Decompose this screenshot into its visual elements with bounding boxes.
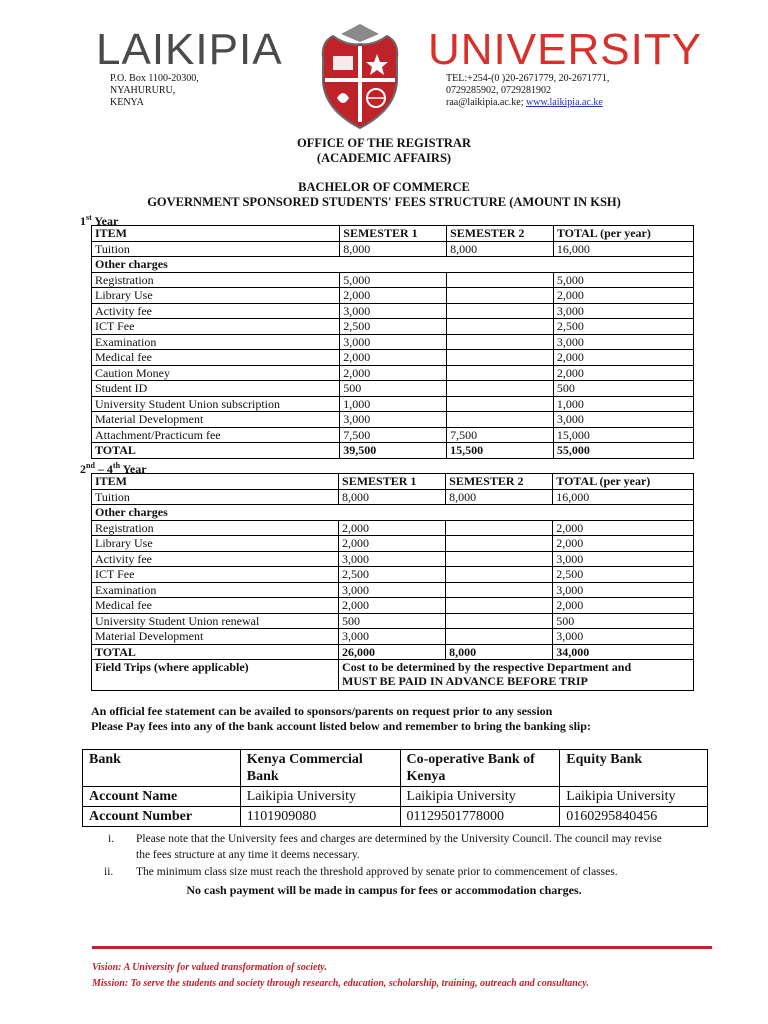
item-cell: Activity fee: [92, 303, 340, 319]
item-cell: Material Development: [92, 629, 339, 645]
field-trips-label: Field Trips (where applicable): [92, 660, 339, 691]
sem1-cell: 8,000: [340, 241, 447, 257]
table-row: [92, 412, 694, 428]
total-cell: 16,000: [553, 489, 694, 505]
field-trips-note-line1: Cost to be determined by the respective Department and: [342, 660, 632, 674]
total-cell: 2,000: [553, 536, 694, 552]
kcb-account-number: 1101909080: [240, 807, 400, 827]
sem1-cell: 2,000: [339, 520, 446, 536]
total-cell: 3,000: [553, 582, 694, 598]
table-row: [92, 629, 694, 645]
equity-account-name: Laikipia University: [560, 787, 708, 807]
item-cell: Activity fee: [92, 551, 339, 567]
item-cell: Attachment/Practicum fee: [92, 427, 340, 443]
contact-telephone: TEL:+254-(0 )20-2671779, 20-2671771,: [446, 73, 610, 84]
total-cell: 2,000: [553, 520, 694, 536]
sem1-cell: 3,000: [339, 582, 446, 598]
item-cell: Medical fee: [92, 350, 340, 366]
item-cell: Library Use: [92, 536, 339, 552]
sem2-cell: [446, 551, 553, 567]
header-total: TOTAL (per year): [553, 474, 694, 490]
header-semester1: SEMESTER 1: [340, 226, 447, 242]
coop-header: Co-operative Bank of Kenya: [400, 750, 560, 787]
sem2-total: 15,500: [447, 443, 554, 459]
table-row: [92, 319, 694, 335]
table-row: [92, 427, 694, 443]
item-cell: Tuition: [92, 241, 340, 257]
total-row: [92, 644, 694, 660]
fee-statement-notice: An official fee statement can be availed to sponsors/parents on request prior to any session: [91, 704, 553, 718]
table-header-row: [92, 474, 694, 490]
year2-suffix: nd: [86, 461, 95, 470]
sem2-cell: [446, 536, 553, 552]
sem2-cell: [447, 381, 554, 397]
mission-statement: Mission: To serve the students and society through research, education, scholarship, training, outreach and consultancy.: [92, 978, 589, 989]
coop-account-number: 01129501778000: [400, 807, 560, 827]
table-row: [83, 807, 708, 827]
office-title: OFFICE OF THE REGISTRAR: [297, 136, 471, 150]
table-row: [92, 303, 694, 319]
item-cell: Examination: [92, 582, 339, 598]
equity-account-number: 0160295840456: [560, 807, 708, 827]
item-cell: University Student Union renewal: [92, 613, 339, 629]
table-row: [92, 350, 694, 366]
total-cell: 3,000: [553, 551, 694, 567]
total-cell: 500: [553, 613, 694, 629]
note-line: the fees structure at any time it deems necessary.: [136, 849, 360, 861]
table-row: [92, 334, 694, 350]
total-cell: 15,000: [553, 427, 693, 443]
table-row: [92, 536, 694, 552]
total-cell: 3,000: [553, 334, 693, 350]
table-row: [92, 551, 694, 567]
account-name-label: Account Name: [83, 787, 241, 807]
total-cell: 1,000: [553, 396, 693, 412]
sem1-cell: 3,000: [339, 551, 446, 567]
total-cell: 500: [553, 381, 693, 397]
address-line: P.O. Box 1100-20300,: [110, 73, 199, 84]
grand-total: 55,000: [553, 443, 693, 459]
equity-header: Equity Bank: [560, 750, 708, 787]
sem1-total: 39,500: [340, 443, 447, 459]
header-semester1: SEMESTER 1: [339, 474, 446, 490]
website-link[interactable]: www.laikipia.ac.ke: [526, 97, 603, 108]
item-cell: Library Use: [92, 288, 340, 304]
sem2-cell: [446, 567, 553, 583]
total-cell: 3,000: [553, 629, 694, 645]
sem1-cell: 5,000: [340, 272, 447, 288]
footer-divider: [92, 946, 712, 949]
sem2-cell: [447, 272, 554, 288]
section-row: [92, 505, 694, 521]
bank-payment-notice: Please Pay fees into any of the bank account listed below and remember to bring the banking slip:: [91, 719, 591, 733]
sem1-cell: 2,000: [339, 598, 446, 614]
brand-name-left: LAIKIPIA: [96, 25, 283, 74]
field-trips-note-line2: MUST BE PAID IN ADVANCE BEFORE TRIP: [342, 674, 588, 688]
sem2-cell: [447, 303, 554, 319]
table-row: [92, 567, 694, 583]
sem1-cell: 3,000: [339, 629, 446, 645]
programme-title: BACHELOR OF COMMERCE: [298, 180, 470, 194]
item-cell: University Student Union subscription: [92, 396, 340, 412]
total-row: [92, 443, 694, 459]
year-range-dash: – 4: [94, 462, 113, 476]
total-cell: 3,000: [553, 412, 693, 428]
total-cell: 2,000: [553, 365, 693, 381]
sem2-cell: [447, 288, 554, 304]
fees-structure-title: GOVERNMENT SPONSORED STUDENTS' FEES STRUCTURE (AMOUNT IN KSH): [147, 195, 621, 209]
sem1-cell: 500: [340, 381, 447, 397]
total-cell: 3,000: [553, 303, 693, 319]
sem1-cell: 2,500: [340, 319, 447, 335]
department-title: (ACADEMIC AFFAIRS): [316, 151, 452, 165]
total-cell: 2,000: [553, 350, 693, 366]
header-semester2: SEMESTER 2: [446, 474, 553, 490]
sem2-cell: [447, 365, 554, 381]
sem1-cell: 2,000: [340, 350, 447, 366]
item-cell: Medical fee: [92, 598, 339, 614]
table-row: [92, 396, 694, 412]
total-cell: 16,000: [553, 241, 693, 257]
item-cell: Examination: [92, 334, 340, 350]
sem1-cell: 3,000: [340, 412, 447, 428]
table-header-row: [83, 750, 708, 787]
header-item: ITEM: [92, 474, 339, 490]
table-row: [92, 288, 694, 304]
year1-number: 1: [80, 214, 86, 228]
sem2-cell: [446, 629, 553, 645]
table-row: [92, 489, 694, 505]
sem1-cell: 7,500: [340, 427, 447, 443]
sem1-cell: 3,000: [340, 334, 447, 350]
sem1-cell: 500: [339, 613, 446, 629]
note-marker-i: i.: [108, 833, 115, 845]
grand-total: 34,000: [553, 644, 694, 660]
sem1-cell: 3,000: [340, 303, 447, 319]
sem2-cell: [446, 613, 553, 629]
section-row: [92, 257, 694, 273]
year2-number: 2: [80, 462, 86, 476]
sem1-cell: 2,000: [340, 365, 447, 381]
sem1-cell: 8,000: [339, 489, 446, 505]
table-row: [92, 520, 694, 536]
sem2-cell: [446, 520, 553, 536]
total-label: TOTAL: [92, 443, 340, 459]
sem2-cell: [447, 334, 554, 350]
item-cell: Tuition: [92, 489, 339, 505]
total-cell: 2,500: [553, 319, 693, 335]
no-cash-notice: No cash payment will be made in campus for fees or accommodation charges.: [186, 883, 582, 897]
sem1-cell: 1,000: [340, 396, 447, 412]
year2-4-fees-table: [91, 473, 694, 691]
header-total: TOTAL (per year): [553, 226, 693, 242]
total-label: TOTAL: [92, 644, 339, 660]
item-cell: Registration: [92, 272, 340, 288]
total-cell: 5,000: [553, 272, 693, 288]
sem1-cell: 2,000: [340, 288, 447, 304]
note-class-size: The minimum class size must reach the threshold approved by senate prior to commencement of classes.: [136, 866, 618, 878]
sem2-cell: [446, 582, 553, 598]
contact-mobile: 0729285902, 0729281902: [446, 85, 551, 96]
year4-suffix: th: [112, 461, 121, 470]
year2-word: Year: [120, 462, 147, 476]
year1-fees-table: [91, 225, 694, 459]
year1-suffix: st: [86, 213, 92, 222]
item-cell: ICT Fee: [92, 567, 339, 583]
table-row: [92, 613, 694, 629]
vision-statement: Vision: A University for valued transformation of society.: [92, 962, 327, 973]
field-trips-row: [92, 660, 694, 691]
sem2-cell: [447, 350, 554, 366]
contact-email: raa@laikipia.ac.ke;: [446, 97, 526, 108]
sem2-cell: [446, 598, 553, 614]
table-row: [92, 582, 694, 598]
header-semester2: SEMESTER 2: [447, 226, 554, 242]
bank-accounts-table: [82, 749, 708, 827]
sem2-cell: 8,000: [446, 489, 553, 505]
contact-info: [446, 73, 609, 109]
address-line: NYAHURURU,: [110, 85, 176, 96]
coop-account-name: Laikipia University: [400, 787, 560, 807]
item-cell: Caution Money: [92, 365, 340, 381]
note-marker-ii: ii.: [104, 866, 114, 878]
other-charges-label: Other charges: [92, 505, 694, 521]
table-row: [92, 241, 694, 257]
table-row: [92, 365, 694, 381]
item-cell: Registration: [92, 520, 339, 536]
table-row: [83, 787, 708, 807]
year1-word: Year: [91, 214, 119, 228]
table-row: [92, 598, 694, 614]
kcb-header: Kenya Commercial Bank: [240, 750, 400, 787]
field-trips-note: [339, 660, 694, 691]
sem1-cell: 2,000: [339, 536, 446, 552]
note-fees-council: [136, 831, 726, 863]
sem1-total: 26,000: [339, 644, 446, 660]
account-number-label: Account Number: [83, 807, 241, 827]
total-cell: 2,500: [553, 567, 694, 583]
sem2-cell: 7,500: [447, 427, 554, 443]
table-row: [92, 272, 694, 288]
university-crest-icon: [311, 22, 409, 132]
address-line: KENYA: [110, 97, 144, 108]
kcb-account-name: Laikipia University: [240, 787, 400, 807]
sem2-cell: 8,000: [447, 241, 554, 257]
note-line: Please note that the University fees and charges are determined by the University Council. The council may revise: [136, 833, 662, 845]
sem2-total: 8,000: [446, 644, 553, 660]
total-cell: 2,000: [553, 598, 694, 614]
sem2-cell: [447, 319, 554, 335]
table-row: [92, 381, 694, 397]
brand-name-right: UNIVERSITY: [428, 25, 703, 74]
sem2-cell: [447, 412, 554, 428]
sem2-cell: [447, 396, 554, 412]
header-item: ITEM: [92, 226, 340, 242]
sem1-cell: 2,500: [339, 567, 446, 583]
item-cell: Student ID: [92, 381, 340, 397]
total-cell: 2,000: [553, 288, 693, 304]
other-charges-label: Other charges: [92, 257, 694, 273]
item-cell: Material Development: [92, 412, 340, 428]
table-header-row: [92, 226, 694, 242]
postal-address: [110, 73, 199, 109]
bank-header: Bank: [83, 750, 241, 787]
item-cell: ICT Fee: [92, 319, 340, 335]
